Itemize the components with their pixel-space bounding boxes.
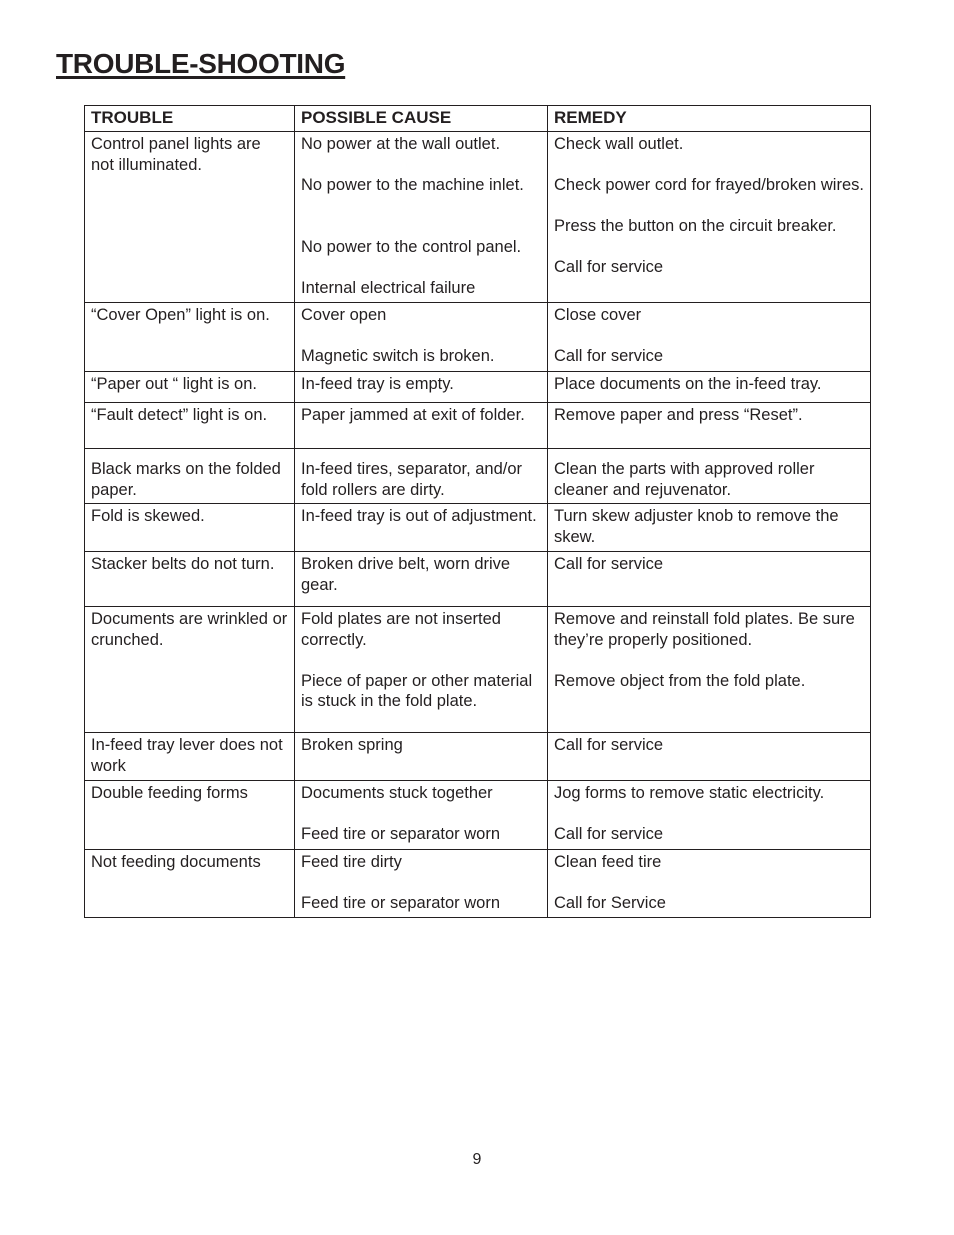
header-possible-cause: POSSIBLE CAUSE [295,106,548,132]
table-row [85,607,871,733]
page-title: TROUBLE-SHOOTING [56,48,346,79]
header-trouble: TROUBLE [85,106,295,132]
trouble-cell: In-feed tray lever does not work [85,733,295,781]
remedy-cell [548,781,871,850]
remedy-cell [548,449,871,504]
cause-cell [295,552,548,607]
remedy-cell [548,504,871,552]
table-row [85,552,871,607]
table-row [85,733,871,781]
troubleshooting-table [84,105,871,918]
cause-text: In-feed tray is empty. [301,375,454,393]
table-row [85,303,871,372]
trouble-cell: Double feeding forms [85,781,295,850]
trouble-cell: “Fault detect” light is on. [85,403,295,449]
cause-cell [295,850,548,918]
table-row [85,132,871,303]
cause-text: Internal electrical failure [301,278,476,297]
cause-text: In-feed tires, separator, and/or fold rollers are dirty. [301,460,523,499]
table-row [85,403,871,449]
remedy-cell [548,303,871,372]
cause-text: Broken spring [301,736,403,754]
cause-text: No power to the control panel. [301,237,522,256]
remedy-text: Call for service [554,347,664,365]
remedy-cell [548,372,871,403]
cause-cell [295,607,548,733]
remedy-text: Call for service [554,736,664,754]
remedy-text: Clean the parts with approved roller cleaner and rejuvenator. [554,460,815,499]
remedy-text: Call for service [554,555,664,573]
cause-text: Piece of paper or other material is stuck in the fold plate. [301,671,533,710]
remedy-text: Turn skew adjuster knob to remove the skew. [554,507,839,546]
cause-cell [295,372,548,403]
remedy-cell [548,403,871,449]
remedy-text: Remove paper and press “Reset”. [554,406,803,424]
cause-text: In-feed tray is out of adjustment. [301,507,537,525]
header-remedy: REMEDY [548,106,871,132]
trouble-cell: Stacker belts do not turn. [85,552,295,607]
cause-cell [295,132,548,303]
trouble-cell: Black marks on the folded paper. [85,449,295,504]
cause-text: Broken drive belt, worn drive gear. [301,555,511,594]
trouble-cell: Documents are wrinkled or crunched. [85,607,295,733]
remedy-text: Check wall outlet. [554,135,684,153]
remedy-text: Call for service [554,825,664,843]
trouble-cell: “Paper out “ light is on. [85,372,295,403]
remedy-cell [548,132,871,303]
cause-cell [295,303,548,372]
remedy-cell [548,850,871,918]
remedy-text: Remove object from the fold plate. [554,671,806,690]
cause-cell [295,733,548,781]
remedy-text: Call for service [554,258,664,276]
cause-cell [295,449,548,504]
table-row [85,372,871,403]
cause-text: Feed tire dirty [301,853,402,871]
remedy-text: Jog forms to remove static electricity. [554,784,825,802]
table-row [85,504,871,552]
cause-text: No power at the wall outlet. [301,135,501,153]
trouble-cell: Not feeding documents [85,850,295,918]
cause-text: Magnetic switch is broken. [301,347,495,365]
trouble-cell: Fold is skewed. [85,504,295,552]
trouble-cell: “Cover Open” light is on. [85,303,295,372]
cause-text: No power to the machine inlet. [301,176,524,194]
trouble-cell: Control panel lights are not illuminated. [85,132,295,303]
remedy-cell [548,552,871,607]
table-row [85,781,871,850]
cause-cell [295,504,548,552]
cause-cell [295,403,548,449]
remedy-text: Call for Service [554,894,666,912]
remedy-text: Press the button on the circuit breaker. [554,217,837,235]
remedy-text: Place documents on the in-feed tray. [554,375,822,393]
cause-text: Feed tire or separator worn [301,825,501,843]
table-header-row [85,106,871,132]
remedy-text: Remove and reinstall fold plates. Be sure they’re properly positioned. [554,610,855,649]
table-row [85,850,871,918]
remedy-text: Clean feed tire [554,853,662,871]
remedy-cell [548,733,871,781]
page-number: 9 [472,1151,482,1168]
cause-text: Paper jammed at exit of folder. [301,406,525,424]
table-row [85,449,871,504]
cause-text: Documents stuck together [301,784,493,802]
remedy-text: Close cover [554,306,642,324]
cause-text: Cover open [301,306,387,324]
cause-cell [295,781,548,850]
cause-text: Fold plates are not inserted correctly. [301,610,501,649]
remedy-cell [548,607,871,733]
remedy-text: Check power cord for frayed/broken wires. [554,176,864,194]
cause-text: Feed tire or separator worn [301,894,501,912]
